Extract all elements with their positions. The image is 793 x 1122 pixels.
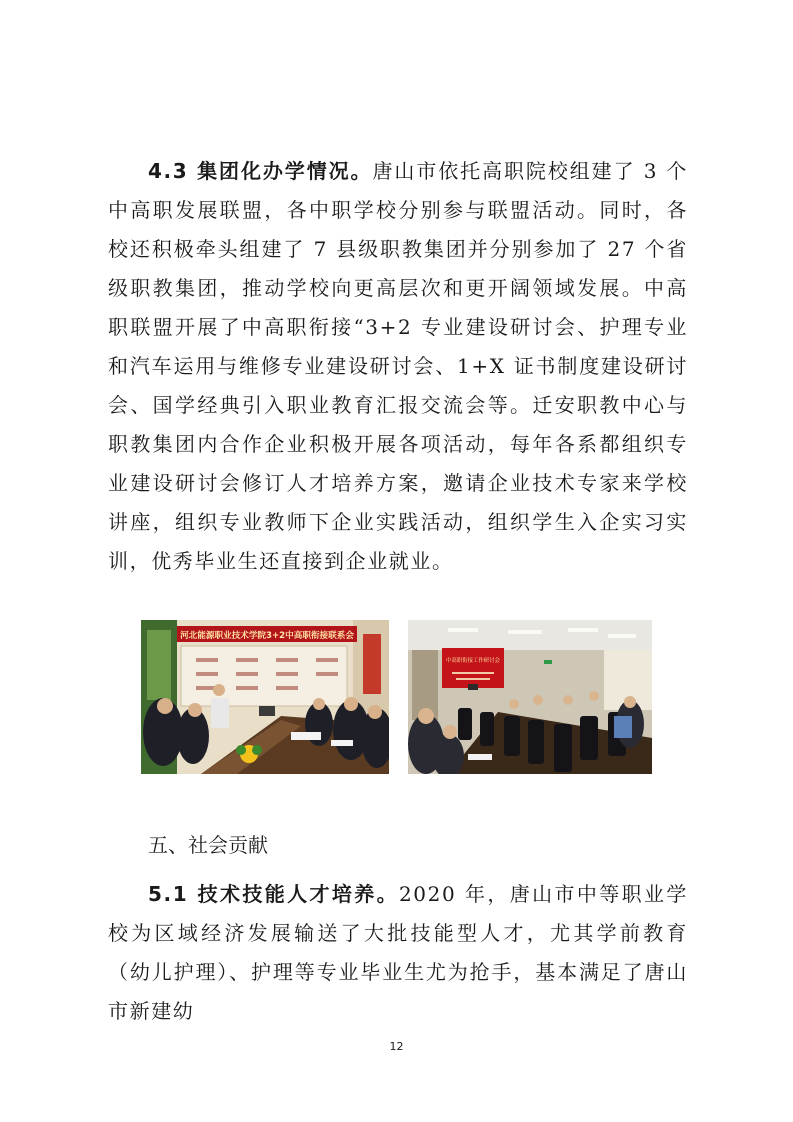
left-photo-banner-text: 河北能源职业技术学院3+2中高职衔接联系会 [180,631,354,641]
meeting-photo-right [408,620,652,774]
meeting-photo-left-image [141,620,389,774]
paragraph-5-1 [108,875,688,1031]
section-5-heading: 五、社会贡献 [148,833,268,857]
paragraph-4-3 [108,152,688,581]
meeting-photo-right-image [408,620,652,774]
page-number: 12 [389,1040,404,1053]
section-5-1-body: 2020 年，唐山市中等职业学校为区域经济发展输送了大批技能型人才，尤其学前教育（幼儿护理）、护理等专业毕业生尤为抢手，基本满足了唐山市新建幼 [108,882,688,1023]
section-4-3-body: 唐山市依托高职院校组建了 3 个中高职发展联盟，各中职学校分别参与联盟活动。同时，各校还积极牵头组建了 7 县级职教集团并分别参加了 27 个省级职教集团，推动学校向更高层次和更开阔领域发展。中高职联盟开展了中高职衔接“3+2 专业建设研讨会、护理专业和汽车运用与维修专业建设研讨会、1+X 证书制度建设研讨会、国学经典引入职业教育汇报交流会等。迁安职教中心与职教集团内合作企业积极开展各项活动，每年各系都组织专业建设研讨会修订人才培养方案，邀请企业技术专家来学校讲座，组织专业教师下企业实践活动，组织学生入企实习实训，优秀毕业生还直接到企业就业。 [108,159,689,573]
right-photo-screen-text: 中高职衔接工作研讨会 [446,658,500,664]
meeting-photo-left [141,620,389,774]
section-4-3-title: 4.3 集团化办学情况。 [148,159,373,183]
section-5-1-title: 5.1 技术技能人才培养。 [148,882,399,906]
